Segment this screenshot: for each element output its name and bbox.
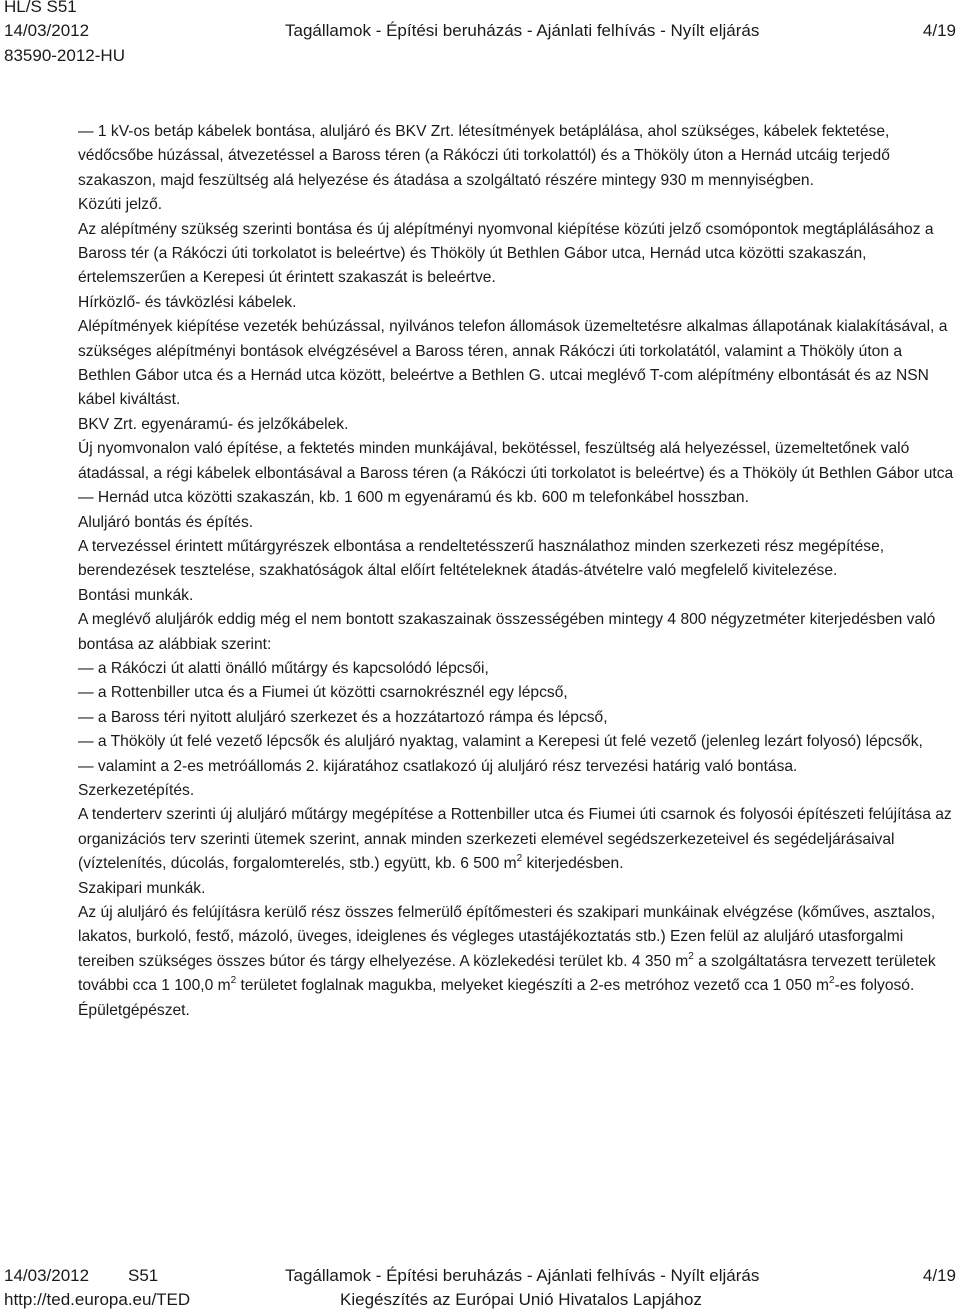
- footer-url-link[interactable]: http://ted.europa.eu/TED: [4, 1290, 191, 1309]
- section-heading: Bontási munkák.: [78, 586, 194, 604]
- section-heading: Szerkezetépítés.: [78, 781, 195, 799]
- superscript: 2: [230, 975, 237, 987]
- paragraph: Az alépítmény szükség szerinti bontása és új alépítményi nyomvonal kiépítése közúti jelző csomópontok megtáplálásához a Baross tér (a Rákóczi úti torkolatot is beleértve) és Thököly út Bethlen Gábor utca, Hernád utca közötti szakaszán, értelemszerűen a Kerepesi út érintett szakaszát is beleértve.: [78, 220, 934, 287]
- header-date: 14/03/2012: [4, 21, 90, 40]
- list-item: — valamint a 2-es metróállomás 2. kijáratához csatlakozó új aluljáró rész tervezési határig való bontása.: [78, 757, 798, 775]
- paragraph: Új nyomvonalon való építése, a fektetés minden munkájával, bekötéssel, feszültség alá helyezéssel, üzemeltetőnek való átadással, a régi kábelek elbontásával a Baross téren (a Rákóczi úti torkolatot is beleértve) és a Thököly út Bethlen Gábor utca — Hernád utca közötti szakaszán, kb. 1 600 m egyenáramú és kb. 600 m telefonkábel hosszban.: [78, 440, 954, 507]
- paragraph-text: területet foglalnak magukba, melyeket kiegészíti a 2-es metróhoz vezető cca 1 050 m: [236, 977, 830, 995]
- paragraph-text: kiterjedésben.: [522, 855, 624, 873]
- footer-series: S51: [128, 1266, 159, 1285]
- footer-publication: Kiegészítés az Európai Unió Hivatalos Lapjához: [340, 1290, 702, 1309]
- section-heading: Szakipari munkák.: [78, 879, 206, 897]
- paragraph: Alépítmények kiépítése vezeték behúzással, nyilvános telefon állomások üzemeltetésre alkalmas állapotának kialakításával, a szükséges alépítményi bontások elvégzésével a Baross téren, annak Rákóczi úti torkolatától, valamint a Thököly úton a Bethlen Gábor utca és a Hernád utca között, beleértve a Bethlen G. utcai meglévő T-com alépítmény elbontását és az NSN kábel kiváltást.: [78, 318, 948, 409]
- paragraph-text: -es folyosó.: [834, 977, 915, 995]
- paragraph-text: a szolgáltatásra tervezett területek további cca 1 100,0 m: [78, 952, 936, 995]
- superscript: 2: [829, 975, 835, 987]
- paragraph-text: A tenderterv szerinti új aluljáró műtárgy megépítése a Rottenbiller utca és Fiumei úti csarnok és folyosói építészeti felújítása az organizációs terv szerinti ütemek szerint, annak minden szerkezeti elemével segédszerkezeteivel és segédeljárásaival (víztelenítés, dúcolás, forgalomterelés, stb.) együtt, kb. 6 500 m: [78, 806, 952, 873]
- paragraph: — 1 kV-os betáp kábelek bontása, aluljáró és BKV Zrt. létesítmények betáplálása, ahol szükséges, kábelek fektetése, védőcsőbe húzással, átvezetéssel a Baross téren (a Rákóczi úti torkolattól) és a Thököly úton a Hernád utcáig terjedő szakaszon, majd feszültség alá helyezése és átadása a szolgáltató részére mintegy 930 m mennyiségben.: [78, 123, 890, 189]
- paragraph: [78, 803, 954, 876]
- footer-page-number: 4/19: [922, 1266, 956, 1285]
- footer-title: Tagállamok - Építési beruházás - Ajánlati felhívás - Nyílt eljárás: [285, 1266, 760, 1285]
- section-heading: BKV Zrt. egyenáramú- és jelzőkábelek.: [78, 415, 349, 433]
- header-series: HL/S S51: [4, 0, 77, 16]
- list-item: — a Baross téri nyitott aluljáró szerkezet és a hozzátartozó rámpa és lépcső,: [78, 708, 608, 726]
- paragraph: A tervezéssel érintett műtárgyrészek elbontása a rendeltetésszerű használathoz minden szerkezeti rész megépítése, berendezések tesztelése, szakhatóságok által előírt feltételeknek átadás-átvételre való megfelelő kivitelezése.: [78, 537, 885, 580]
- superscript: 2: [688, 950, 694, 962]
- list-item: — a Rottenbiller utca és a Fiumei út közötti csarnokrésznél egy lépcső,: [78, 684, 568, 702]
- section-heading: Épületgépészet.: [78, 1001, 190, 1019]
- list-item: — a Rákóczi út alatti önálló műtárgy és kapcsolódó lépcsői,: [78, 659, 489, 677]
- paragraph-text: Az új aluljáró és felújításra kerülő rész összes felmerülő építőmesteri és szakipari munkáinak elvégzése (kőműves, asztalos, lakatos, burkoló, festő, mázoló, üveges, ideiglenes és végleges utastájékoztatás stb.) Ezen felül az aluljáró utasforgalmi tereiben szükséges összes bútor és tárgy elhelyezése. A közlekedési terület kb. 4 350 m: [78, 904, 936, 970]
- section-heading: Közúti jelző.: [78, 196, 163, 214]
- header-page-number: 4/19: [922, 21, 956, 40]
- list-item: — a Thököly út felé vezető lépcsők és aluljáró nyaktag, valamint a Kerepesi út felé vezető (jelenleg lezárt folyosó) lépcsők,: [78, 733, 923, 751]
- header-title: Tagállamok - Építési beruházás - Ajánlati felhívás - Nyílt eljárás: [285, 21, 760, 40]
- paragraph: A meglévő aluljárók eddig még el nem bontott szakaszainak összességében mintegy 4 800 négyzetméter kiterjedésben való bontása az alábbiak szerint:: [78, 611, 936, 653]
- section-heading: Aluljáró bontás és építés.: [78, 513, 254, 531]
- section-heading: Hírközlő- és távközlési kábelek.: [78, 293, 297, 311]
- paragraph: [78, 901, 954, 999]
- superscript: 2: [516, 853, 523, 864]
- document-body: [78, 120, 954, 1023]
- footer-date: 14/03/2012: [4, 1266, 90, 1285]
- header-document-number: 83590-2012-HU: [4, 46, 125, 65]
